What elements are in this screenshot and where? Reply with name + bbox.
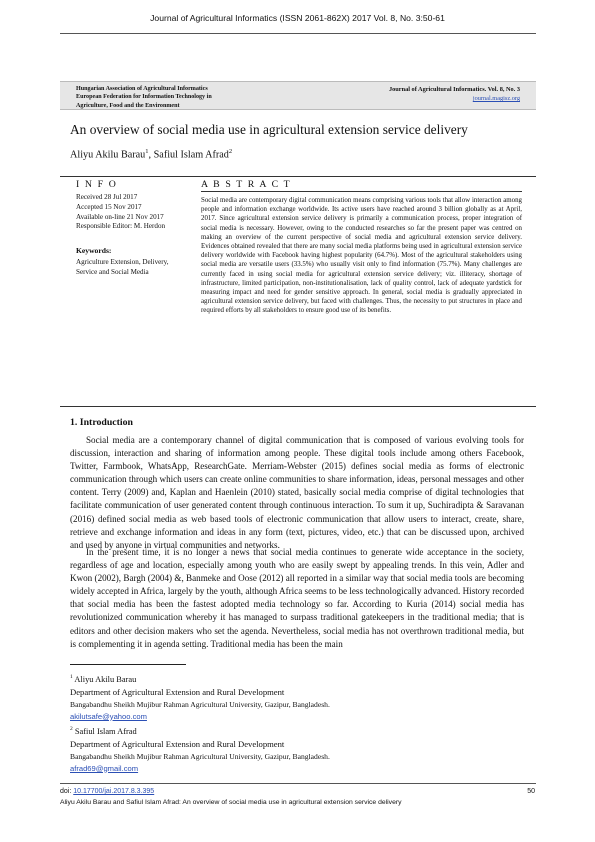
paper-title: An overview of social media use in agricultural extension service delivery — [70, 122, 468, 137]
article-dates — [76, 193, 194, 232]
association-block — [76, 85, 286, 110]
doi-link[interactable]: 10.17700/jai.2017.8.3.395 — [73, 788, 155, 795]
doi-label: doi: — [60, 788, 74, 795]
running-head-rule — [60, 33, 536, 34]
info-bottom-rule — [60, 406, 536, 407]
author-footnote-mark: 2 — [228, 148, 233, 155]
footnote-author — [70, 671, 520, 686]
keywords-text: Agriculture Extension, Delivery, Service and Social Media — [76, 258, 169, 277]
journal-header-box — [60, 81, 536, 110]
footnote-university: Bangabandhu Sheikh Mujibur Rahman Agricultural University, Gazipur, Bangladesh. — [70, 699, 330, 709]
footnote-email-link[interactable]: akilutsafe@yahoo.com — [70, 711, 147, 721]
footnotes — [70, 671, 520, 775]
footnote-email-link[interactable]: afrad69@gmail.com — [70, 763, 139, 773]
page-number: 50 — [527, 788, 535, 795]
author-footnote-mark: 1 — [145, 148, 149, 155]
body-paragraph: Social media are a contemporary channel of digital communication that is composed of various evolving tools for discussion, interaction and sharing of information among people. These digital tools include among others Facebook, Twitter, Farmbook, WhatsApp, ResearchGate. Merriam-Webster (2015) defines social media as forms of electronic communication through which users can create online communities to share information, ideas, personal messages and other content. Terry (2009) and, Kaplan and Haenlein (2010) stated, basically social media comprise of digital technologies that facilitate communication of user generated content through continuous interaction. To sum it up, Suchiradipta & Saravanan (2016) defined social media as web based tools of electronic communication that allow users to interact, create, share, retrieve and exchange information and ideas in any form (text, pictures, video, etc.) that can be discussed upon, archived and used by anyone in virtual communities and networks. — [70, 435, 524, 550]
author-name: Safiul Islam Afrad — [153, 149, 229, 161]
footnote-rule — [70, 664, 186, 665]
running-head: Journal of Agricultural Informatics (ISSN 2061-862X) 2017 Vol. 8, No. 3:50-61 — [150, 13, 445, 23]
abstract-rule — [201, 191, 522, 192]
responsible-editor: Responsible Editor: M. Herdon — [76, 222, 166, 231]
footnote-university: Bangabandhu Sheikh Mujibur Rahman Agricultural University, Gazipur, Bangladesh. — [70, 751, 330, 761]
footnote-mark: 2 — [70, 725, 73, 732]
abstract-heading: A B S T R A C T — [201, 179, 292, 190]
association-line: Hungarian Association of Agricultural Informatics — [76, 86, 208, 92]
keywords-heading: Keywords: — [76, 246, 112, 255]
footnote-department: Department of Agricultural Extension and Rural Development — [70, 738, 285, 749]
journal-link[interactable]: journal.magisz.org — [472, 95, 520, 102]
section-heading-introduction: 1. Introduction — [70, 417, 133, 428]
available-date: Available on-line 21 Nov 2017 — [76, 212, 164, 221]
footnote-author-name: Safiul Islam Afrad — [72, 726, 137, 736]
footnote-author-name: Aliyu Akilu Barau — [72, 674, 137, 684]
author-line — [70, 148, 232, 160]
accepted-date: Accepted 15 Nov 2017 — [76, 202, 142, 211]
footer-rule — [60, 783, 536, 784]
association-line: Agriculture, Food and the Environment — [76, 102, 180, 109]
footer-citation: Aliyu Akilu Barau and Safiul Islam Afrad: An overview of social media use in agricultural extension service delivery — [60, 799, 402, 806]
footnote-department: Department of Agricultural Extension and Rural Development — [70, 686, 285, 697]
association-line: European Federation for Information Technology in — [76, 94, 212, 101]
body-paragraph: In the present time, it is no longer a news that social media continues to generate wide acceptance in the society, regardless of age and location, especially among youth who are easily swept by appealing trends. In this vein, Adler and Kwon (2002), Bargh (2004) &, Banmeke and Oose (2012) all reported in a similar way that social media tools are becoming widely accepted in Africa, largely by the youth, although Africa seems to be less technologically advanced. History recorded that social media has been the fastest adopted media technology so far. According to Kuria (2014) social media has revolutionized communication whereby it has managed to surpass traditional gatekeepers in the traditional media; that is editors and other decision makers who set the agenda. Nevertheless, social media has not overthrown traditional media, but is complementing it in agenda setting. Traditional media has been the main — [70, 547, 524, 649]
received-date: Received 28 Jul 2017 — [76, 193, 138, 201]
doi-line — [60, 788, 154, 795]
footnote-author — [70, 723, 520, 738]
abstract-text: Social media are contemporary digital communication means comprising various tools that allow interaction among people and information exchange worldwide. Its active users have reached around 3 billion globally as at April, 2017. Since agricultural extension service delivery is primarily a communication process, proper integration of social media is necessary. However, owing to the conducted researches so far the present paper was centred on making an overview of the current perspective of social media and agricultural extension service delivery. Evidences obtained revealed that there are many social media platforms being used in agricultural extension service delivery worldwide with Facebook having highest popularity (64.7%). Most of the agricultural stakeholders using social media are versatile users (33.5%) who usually visit only to find information (75.7%). Many challenges are currently faced in using social media for agricultural extension service delivery; viz. illiteracy, shortage of infrastructure, limited participation, non-institutionalisation, lack of quality control, lack of adequate yardstick for measuring impact and need for gender sensitive approach. In general, social media is gradually appreciated in agricultural extension service delivery, but faced with challenges. Thus, the necessity to put structures in place and required efforts by all stakeholders to ensure good use of its benefits. — [201, 197, 522, 315]
footnote-mark: 1 — [70, 674, 73, 680]
author-name: Aliyu Akilu Barau — [70, 149, 146, 161]
info-heading: I N F O — [76, 179, 118, 190]
info-top-rule — [60, 176, 536, 177]
journal-name: Journal of Agricultural Informatics. Vol. 8, No. 3 — [388, 86, 520, 93]
author-separator: , — [148, 149, 154, 161]
